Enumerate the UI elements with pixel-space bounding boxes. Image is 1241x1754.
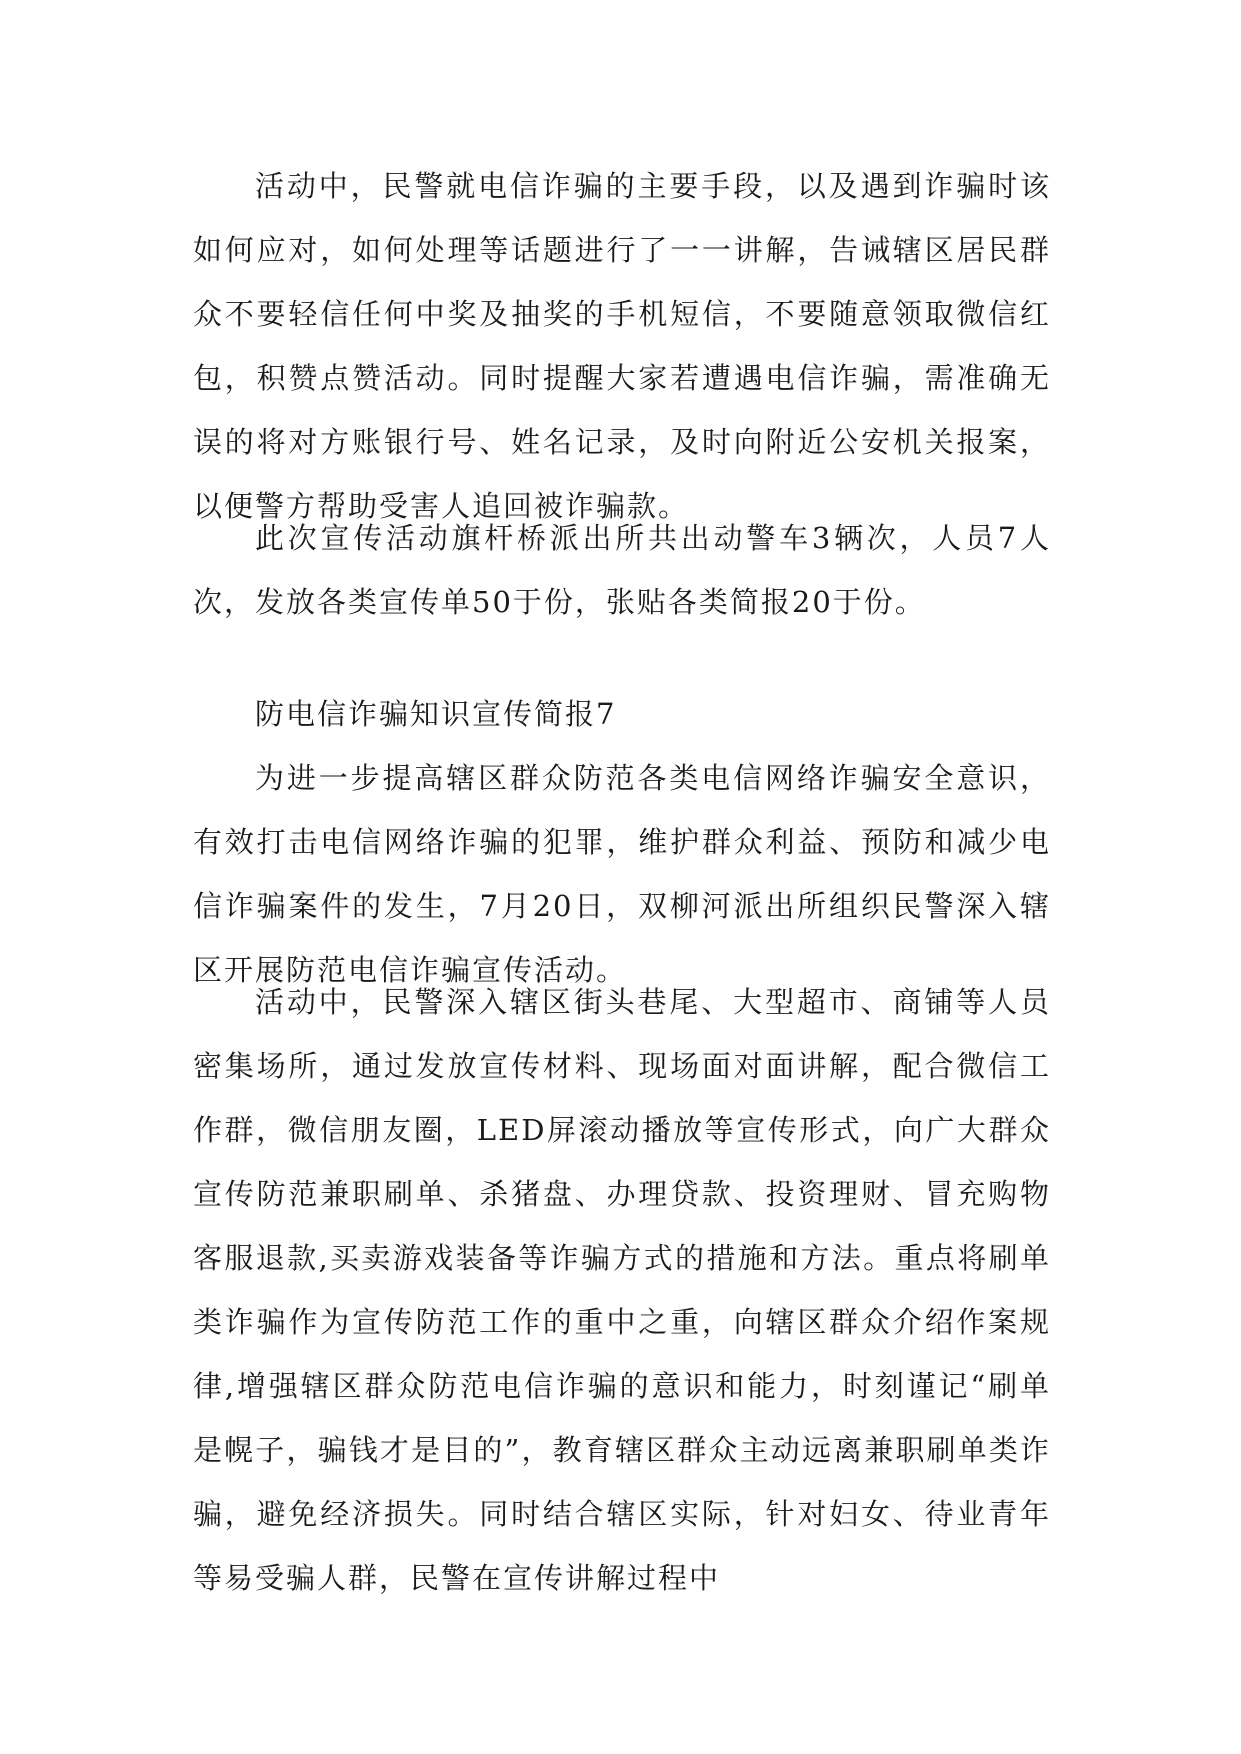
body-paragraph-activity-statistics: 此次宣传活动旗杆桥派出所共出动警车3辆次，人员7人次，发放各类宣传单50于份，张贴各类简报20于份。 — [193, 521, 1051, 619]
body-paragraph-campaign-intro: 为进一步提高辖区群众防范各类电信网络诈骗安全意识，有效打击电信网络诈骗的犯罪，维护群众利益、预防和减少电信诈骗案件的发生，7月20日，双柳河派出所组织民警深入辖区开展防范电信诈骗宣传活动。 — [193, 761, 1051, 987]
body-paragraph-anti-fraud-explanation: 活动中，民警就电信诈骗的主要手段，以及遇到诈骗时该如何应对，如何处理等话题进行了一一讲解，告诫辖区居民群众不要轻信任何中奖及抽奖的手机短信，不要随意领取微信红包，积赞点赞活动。同时提醒大家若遭遇电信诈骗，需准确无误的将对方账银行号、姓名记录，及时向附近公安机关报案，以便警方帮助受害人追回被诈骗款。 — [193, 169, 1051, 523]
body-paragraph-campaign-details: 活动中，民警深入辖区街头巷尾、大型超市、商铺等人员密集场所，通过发放宣传材料、现场面对面讲解，配合微信工作群，微信朋友圈，LED屏滚动播放等宣传形式，向广大群众宣传防范兼职刷单、杀猪盘、办理贷款、投资理财、冒充购物客服退款,买卖游戏装备等诈骗方式的措施和方法。重点将刷单类诈骗作为宣传防范工作的重中之重，向辖区群众介绍作案规律,增强辖区群众防范电信诈骗的意识和能力，时刻谨记“刷单是幌子，骗钱才是目的”，教育辖区群众主动远离兼职刷单类诈骗，避免经济损失。同时结合辖区实际，针对妇女、待业青年等易受骗人群，民警在宣传讲解过程中 — [193, 985, 1051, 1595]
section-heading: 防电信诈骗知识宣传简报7 — [255, 697, 617, 731]
